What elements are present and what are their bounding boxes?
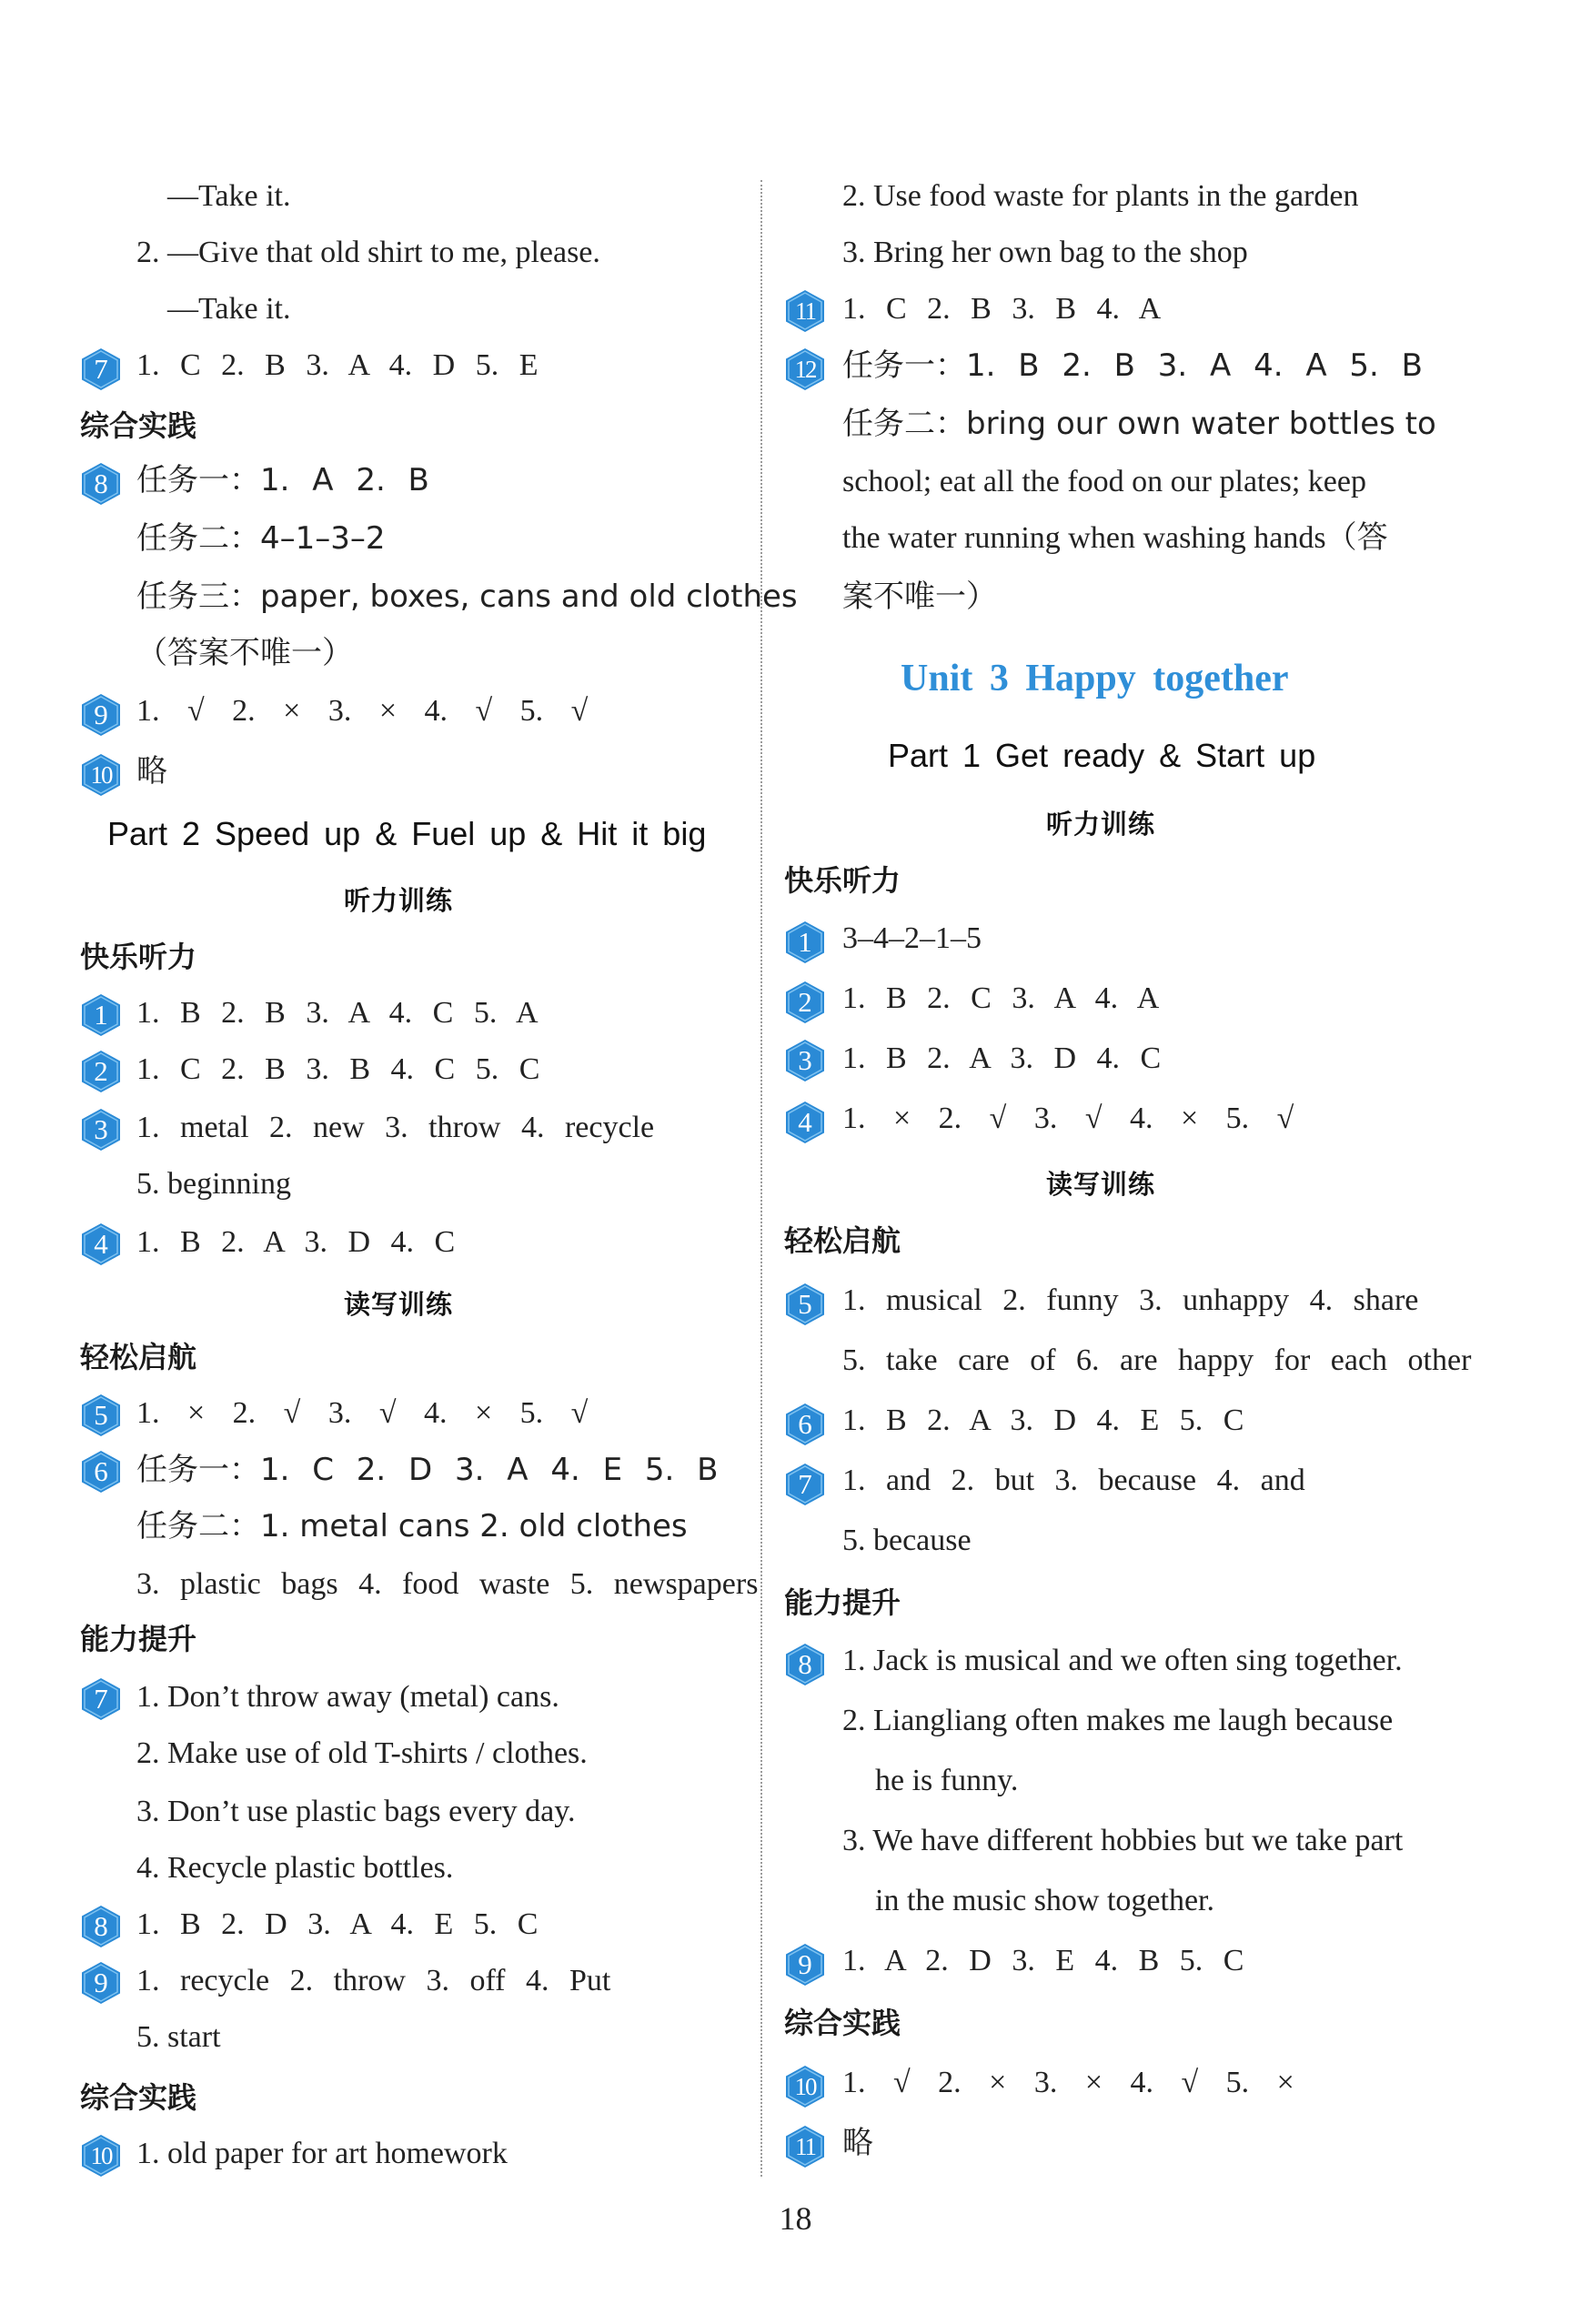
question-number-badge (80, 1393, 122, 1437)
question-number: 4 (798, 1106, 812, 1138)
answer-line: 任务一：1. B 2. B 3. A 4. A 5. B (842, 347, 1423, 384)
question-number: 5 (94, 1399, 108, 1431)
answer-line: in the music show together. (875, 1884, 1215, 1917)
question-number-badge (80, 2134, 122, 2178)
answer-line: 2. Make use of old T-shirts / clothes. (136, 1736, 588, 1770)
answer-line: 略 (136, 753, 167, 790)
part-title: Part 2 Speed up & Fuel up & Hit it big (107, 815, 707, 852)
question-number-badge (784, 1283, 826, 1326)
answer-line: 1. C 2. B 3. B 4. C 5. C (136, 1052, 540, 1086)
page-number: 18 (779, 2200, 812, 2237)
question-number: 9 (94, 1967, 108, 1998)
answer-line: 1. recycle 2. throw 3. off 4. Put (136, 1964, 611, 1997)
section-heading: 综合实践 (80, 2080, 197, 2115)
answer-line: 1. metal 2. new 3. throw 4. recycle (136, 1111, 655, 1144)
question-number: 10 (90, 2142, 112, 2169)
question-number: 9 (798, 1948, 812, 1980)
answer-line: 任务一：1. A 2. B (136, 462, 429, 498)
section-heading: 轻松启航 (80, 1340, 197, 1374)
answer-line: 任务二：bring our own water bottles to (842, 406, 1436, 442)
section-heading: 快乐听力 (80, 940, 197, 974)
answer-line: 1. Don’t throw away (metal) cans. (136, 1680, 559, 1714)
question-number-badge (784, 1943, 826, 1987)
question-number: 10 (794, 2073, 816, 2100)
answer-line: 5. start (136, 2020, 221, 2054)
answer-line: 1. Jack is musical and we often sing together. (842, 1644, 1403, 1677)
question-number: 2 (94, 1055, 108, 1087)
question-number-badge (80, 1108, 122, 1152)
answer-line: he is funny. (875, 1764, 1019, 1797)
question-number-badge (80, 1222, 122, 1266)
answer-line: 1. B 2. A 3. D 4. E 5. C (842, 1403, 1244, 1437)
question-number: 11 (795, 297, 815, 325)
question-number: 7 (94, 353, 108, 385)
question-number: 6 (94, 1455, 108, 1487)
subheading: 读写训练 (344, 1289, 454, 1320)
answer-line: 1. and 2. but 3. because 4. and (842, 1464, 1305, 1497)
question-number: 10 (90, 761, 112, 789)
answer-line: 1. C 2. B 3. B 4. A (842, 292, 1162, 326)
subheading: 听力训练 (344, 885, 454, 916)
question-number-badge (784, 347, 826, 391)
answer-line: 略 (842, 2125, 873, 2161)
answer-line: 1. √ 2. × 3. × 4. √ 5. × (842, 2066, 1294, 2099)
answer-line: 2. Use food waste for plants in the garden (842, 179, 1359, 213)
question-number-badge (80, 1677, 122, 1721)
question-number-badge (784, 1039, 826, 1082)
section-heading: 快乐听力 (784, 863, 901, 898)
question-number-badge (784, 1403, 826, 1446)
answer-line: 1. B 2. A 3. D 4. C (136, 1225, 456, 1259)
question-number-badge (80, 462, 122, 506)
question-number-badge (80, 347, 122, 391)
answer-line: 1. B 2. C 3. A 4. A (842, 981, 1160, 1015)
answer-line: 3–4–2–1–5 (842, 921, 982, 955)
answer-line: 3. plastic bags 4. food waste 5. newspapers (136, 1567, 759, 1601)
question-number: 8 (94, 1910, 108, 1942)
question-number: 8 (94, 468, 108, 499)
section-heading: 能力提升 (784, 1585, 901, 1620)
answer-line: 2. —Give that old shirt to me, please. (136, 236, 600, 269)
question-number: 3 (94, 1113, 108, 1145)
answer-line: the water running when washing hands（答 (842, 521, 1388, 555)
question-number: 11 (795, 2133, 815, 2160)
question-number-badge (784, 981, 826, 1024)
question-number-badge (80, 1450, 122, 1494)
column-divider (760, 180, 762, 2177)
answer-line: 1. B 2. B 3. A 4. C 5. A (136, 996, 539, 1030)
question-number-badge (784, 2065, 826, 2108)
answer-line: —Take it. (167, 292, 291, 326)
answer-line: 1. × 2. √ 3. √ 4. × 5. √ (842, 1102, 1294, 1135)
question-number-badge (784, 1101, 826, 1144)
subheading: 读写训练 (1046, 1169, 1156, 1200)
answer-line: 1. old paper for art homework (136, 2137, 508, 2170)
answer-line: 2. Liangliang often makes me laugh because (842, 1704, 1394, 1737)
answer-line: 任务二：4–1–3–2 (136, 520, 386, 557)
answer-line: 3. Don’t use plastic bags every day. (136, 1795, 576, 1828)
answer-line: 4. Recycle plastic bottles. (136, 1851, 454, 1885)
answer-line: 1. C 2. B 3. A 4. D 5. E (136, 348, 539, 382)
unit-title: Unit 3 Happy together (901, 658, 1289, 699)
question-number-badge (80, 1905, 122, 1948)
question-number: 1 (94, 999, 108, 1031)
question-number-badge (784, 1463, 826, 1506)
answer-line: 1. musical 2. funny 3. unhappy 4. share (842, 1283, 1419, 1317)
answer-line: 5. take care of 6. are happy for each other (842, 1343, 1472, 1377)
answer-line: 任务二：1. metal cans 2. old clothes (136, 1508, 688, 1544)
answer-line: 1. × 2. √ 3. √ 4. × 5. √ (136, 1396, 589, 1430)
section-heading: 综合实践 (784, 2006, 901, 2040)
answer-line: —Take it. (167, 179, 291, 213)
question-number-badge (784, 289, 826, 333)
answer-line: （答案不唯一） (136, 635, 353, 671)
part-title: Part 1 Get ready & Start up (888, 737, 1316, 774)
answer-line: 5. beginning (136, 1167, 291, 1201)
question-number-badge (80, 1050, 122, 1093)
answer-line: 1. B 2. D 3. A 4. E 5. C (136, 1907, 539, 1941)
question-number: 5 (798, 1288, 812, 1320)
question-number-badge (784, 1643, 826, 1686)
answer-line: 1. √ 2. × 3. × 4. √ 5. √ (136, 694, 589, 728)
question-number: 6 (798, 1408, 812, 1440)
answer-line: 3. Bring her own bag to the shop (842, 236, 1248, 269)
question-number: 4 (94, 1228, 108, 1260)
question-number-badge (80, 993, 122, 1037)
question-number-badge (784, 921, 826, 964)
question-number: 2 (798, 986, 812, 1018)
question-number: 7 (798, 1468, 812, 1500)
answer-line: 任务三：paper, boxes, cans and old clothes (136, 578, 798, 615)
question-number: 8 (798, 1648, 812, 1680)
question-number: 1 (798, 926, 812, 958)
answer-line: 3. We have different hobbies but we take part (842, 1824, 1404, 1857)
question-number: 9 (94, 699, 108, 730)
answer-line: 1. A 2. D 3. E 4. B 5. C (842, 1944, 1244, 1977)
answer-line: 案不唯一） (842, 578, 997, 615)
answer-line: 1. B 2. A 3. D 4. C (842, 1041, 1162, 1075)
question-number: 7 (94, 1683, 108, 1715)
section-heading: 能力提升 (80, 1622, 197, 1656)
question-number-badge (80, 1961, 122, 2005)
section-heading: 综合实践 (80, 408, 197, 443)
answer-line: 任务一：1. C 2. D 3. A 4. E 5. B (136, 1452, 719, 1488)
subheading: 听力训练 (1046, 809, 1156, 840)
answer-line: 5. because (842, 1524, 972, 1557)
question-number: 3 (798, 1044, 812, 1076)
question-number-badge (784, 2125, 826, 2168)
question-number-badge (80, 693, 122, 737)
question-number-badge (80, 753, 122, 797)
answer-line: school; eat all the food on our plates; keep (842, 465, 1366, 498)
section-heading: 轻松启航 (784, 1223, 901, 1258)
question-number: 12 (794, 356, 816, 383)
